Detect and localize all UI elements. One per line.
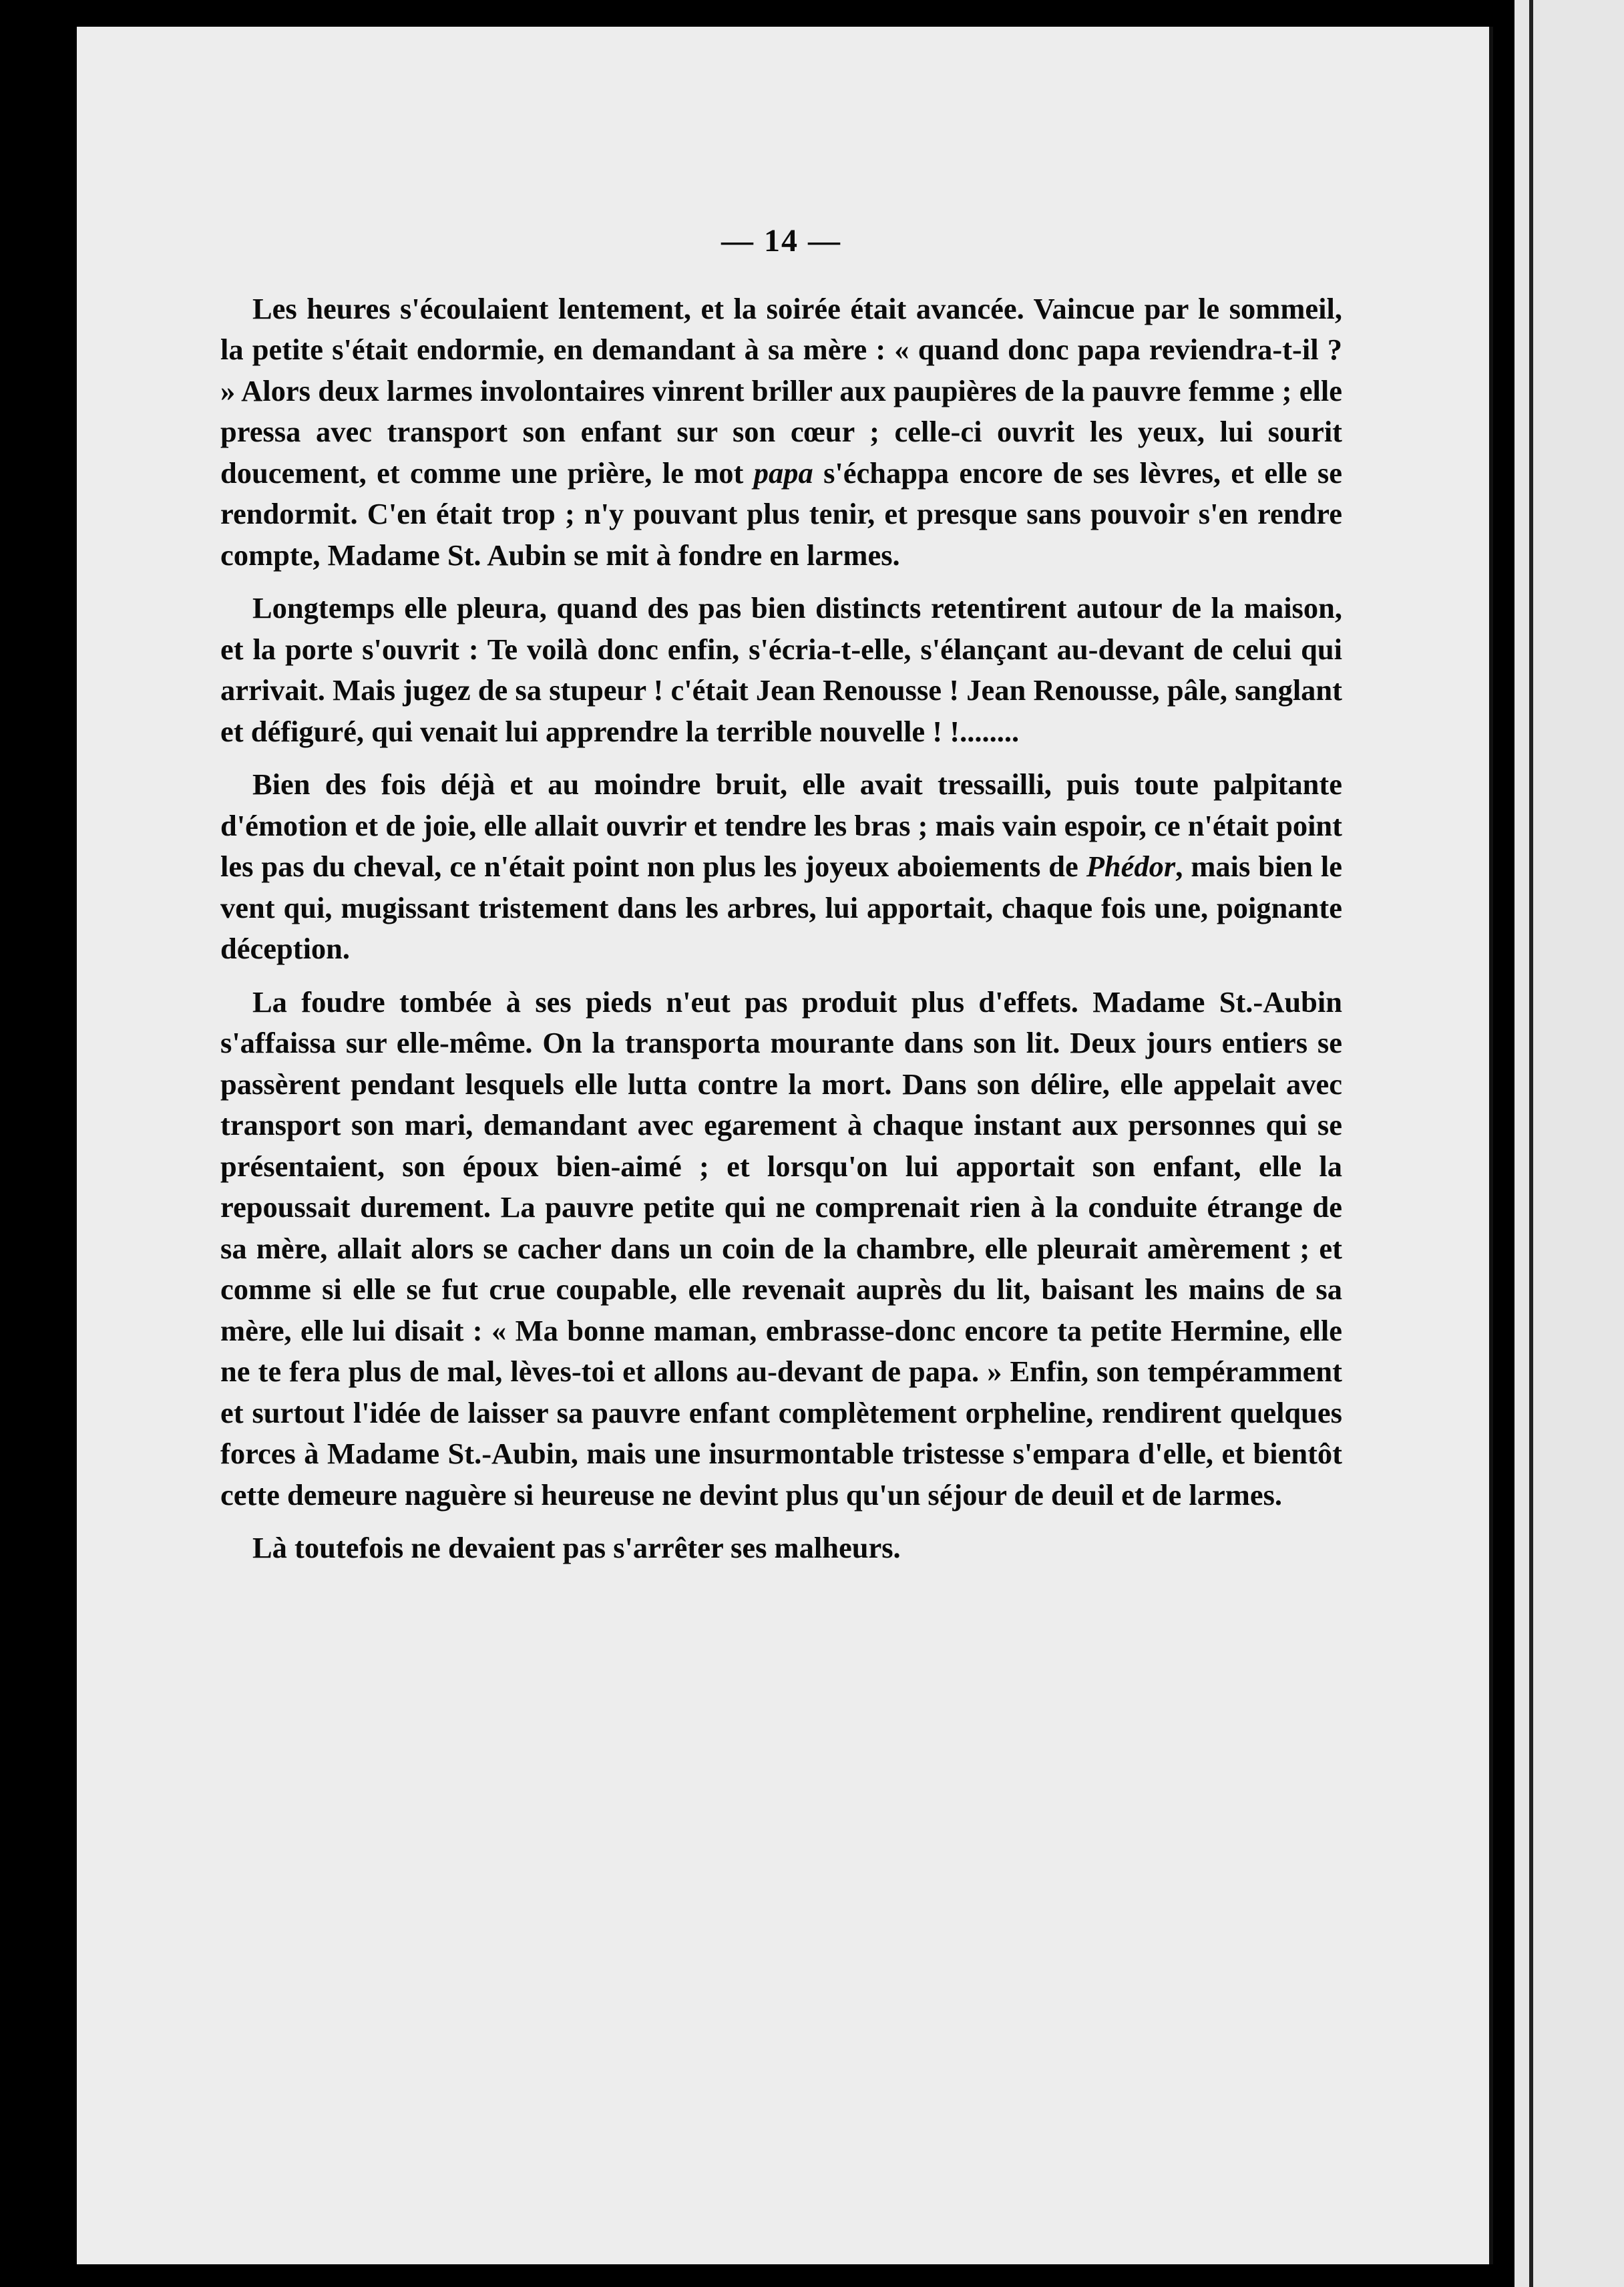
paragraph-3-text-a: Bien des fois déjà et au moindre bruit, elle avait tressailli, puis toute palpitante d'émotion et de joie, elle allait ouvrir et tendre les bras ; mais vain espoir, ce n'était point les pas du cheval, ce n'était point non plus les joyeux aboiements de — [220, 767, 1342, 883]
paragraph-1-text-a: Les heures s'écoulaient lentement, et la soirée était avancée. Vaincue par le sommeil, la petite s'était endormie, en demandant à sa mère : « quand donc papa reviendra-t-il ? » Alors deux larmes involontaires vinrent briller aux paupières de la pauvre femme ; elle pressa avec transport son enfant sur son cœur ; celle-ci ouvrit les yeux, lui sourit doucement, et comme une prière, le mot — [220, 291, 1342, 490]
paragraph-3-text-b: , mais bien le vent qui, mugissant tristement dans les arbres, lui apportait, chaque fois une, poignante déception. — [220, 850, 1342, 965]
paragraph-2 — [220, 588, 1342, 752]
paragraph-3 — [220, 764, 1342, 970]
paragraph-1 — [220, 289, 1342, 576]
page-edge-line — [1529, 0, 1533, 2287]
paragraph-5-text: Là toutefois ne devaient pas s'arrêter ses malheurs. — [252, 1531, 901, 1564]
page-text — [220, 220, 1342, 1581]
paragraph-1-italic: papa — [753, 456, 813, 490]
paragraph-3-italic: Phédor — [1086, 850, 1176, 883]
page-number: — 14 — — [721, 223, 841, 258]
paragraph-5 — [220, 1528, 1342, 1569]
paragraph-1-text-b: s'échappa encore de ses lèvres, et elle se rendormit. C'en était trop ; n'y pouvant plus tenir, et presque sans pouvoir s'en rendre compte, Madame St. Aubin se mit à fondre en larmes. — [220, 456, 1342, 572]
paragraph-4 — [220, 982, 1342, 1516]
paragraph-4-text: La foudre tombée à ses pieds n'eut pas produit plus d'effets. Madame St.-Aubin s'affaissa sur elle-même. On la transporta mourante dans son lit. Deux jours entiers se passèrent pendant lesquels elle lutta contre la mort. Dans son délire, elle appelait avec transport son mari, demandant avec egarement à chaque instant aux personnes qui se présentaient, son époux bien-aimé ; et lorsqu'on lui apportait son enfant, elle la repoussait durement. La pauvre petite qui ne comprenait rien à la conduite étrange de sa mère, allait alors se cacher dans un coin de la chambre, elle pleurait amèrement ; et comme si elle se fut crue coupable, elle revenait auprès du lit, baisant les mains de sa mère, elle lui disait : « Ma bonne maman, embrasse-donc encore ta petite Hermine, elle ne te fera plus de mal, lèves-toi et allons au-devant de papa. » Enfin, son tempéramment et surtout l'idée de laisser sa pauvre enfant complètement orpheline, rendirent quelques forces à Madame St.-Aubin, mais une insurmontable tristesse s'empara d'elle, et bientôt cette demeure naguère si heureuse ne devint plus qu'un séjour de deuil et de larmes. — [220, 985, 1342, 1512]
paragraph-2-text: Longtemps elle pleura, quand des pas bien distincts retentirent autour de la maison, et la porte s'ouvrit : Te voilà donc enfin, s'écria-t-elle, s'élançant au-devant de celui qui arrivait. Mais jugez de sa stupeur ! c'était Jean Renousse ! Jean Renousse, pâle, sanglant et défiguré, qui venait lui apprendre la terrible nouvelle ! !........ — [220, 591, 1342, 748]
